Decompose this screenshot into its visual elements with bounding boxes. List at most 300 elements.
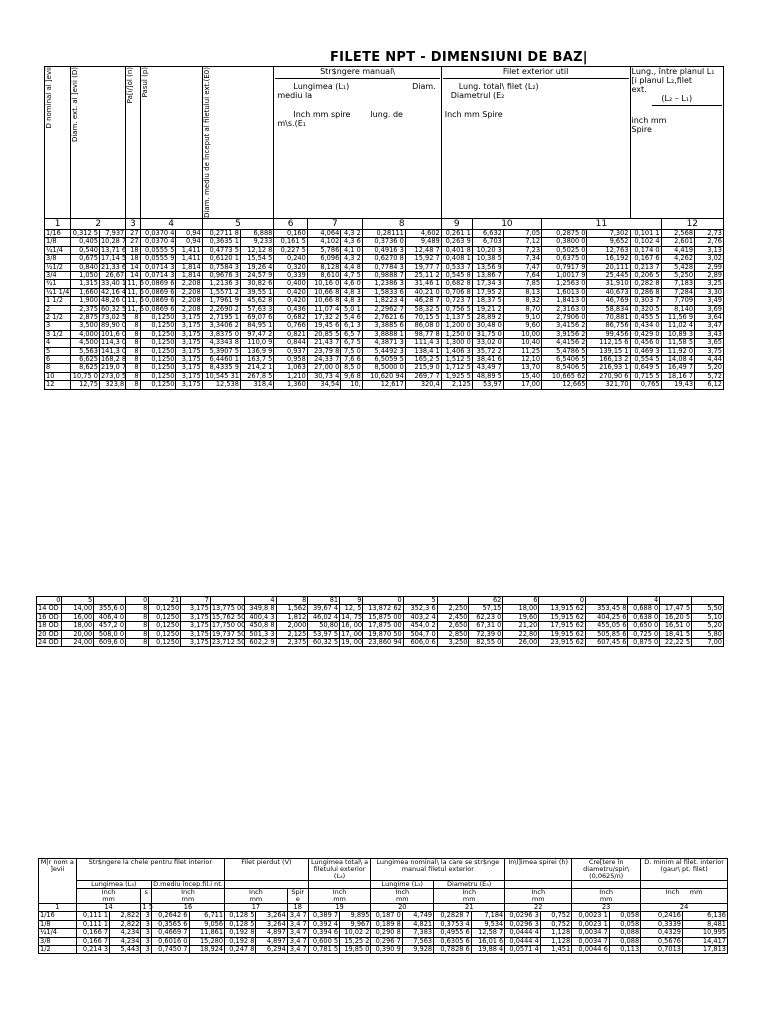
header-text: D nominal al ]evii bbox=[45, 67, 53, 129]
table-cell: 0,5676 bbox=[641, 937, 683, 945]
table-cell: 1,406 3 bbox=[441, 347, 472, 355]
table-cell: 0,436 bbox=[274, 305, 307, 313]
table-cell: 0,7584 3 bbox=[202, 263, 240, 271]
unit-inch-mm bbox=[434, 889, 505, 904]
table-cell: 139,15 1 bbox=[587, 347, 630, 355]
table-cell: 19,26 4 bbox=[240, 263, 273, 271]
table-cell: 26,67 bbox=[99, 271, 125, 279]
table-cell: 0,0296 3 bbox=[505, 920, 541, 928]
table-cell: 0,128 5 bbox=[225, 912, 256, 920]
table-cell: 1,2136 3 bbox=[202, 280, 240, 288]
table-cell: 11,07 4 bbox=[307, 305, 340, 313]
table-cell: 0,688 0 bbox=[628, 605, 660, 613]
table-cell: 3 bbox=[45, 322, 71, 330]
table-cell: 5,250 bbox=[661, 271, 694, 279]
table-cell: 2,822 bbox=[110, 912, 141, 920]
table-cell: 0,0370 4 bbox=[140, 238, 176, 246]
table-cell: 15,25 2 bbox=[340, 937, 371, 945]
table-cell: 0,4955 6 bbox=[434, 929, 472, 937]
table-cell: 3,175 bbox=[176, 313, 202, 321]
header-text: Inch mm Spire bbox=[444, 110, 503, 119]
column-number-row bbox=[45, 218, 724, 229]
table-cell: 0,1250 bbox=[149, 613, 181, 621]
table-cell: 5,4 6 bbox=[341, 313, 363, 321]
table-cell: 12,58 7 bbox=[471, 929, 504, 937]
table-cell: 3 bbox=[141, 929, 151, 937]
table-cell: 0,0869 6 bbox=[140, 297, 176, 305]
table-cell: 0,1250 bbox=[140, 372, 176, 380]
table-cell: 0,058 bbox=[609, 920, 640, 928]
table-cell: 2,375 bbox=[71, 305, 100, 313]
table-cell: 67,31 0 bbox=[469, 622, 503, 630]
table-cell: 2,208 bbox=[176, 288, 202, 296]
table-cell: 0,1250 bbox=[140, 364, 176, 372]
table-cell: 10,38 5 bbox=[472, 255, 503, 263]
table-cell: 4,897 bbox=[256, 929, 287, 937]
table-row bbox=[45, 297, 724, 305]
table-cell: 3,47 bbox=[695, 322, 724, 330]
table-cell: 0,6305 6 bbox=[434, 937, 472, 945]
table-cell: 8,32 bbox=[503, 297, 541, 305]
table-cell: 1 bbox=[45, 218, 71, 229]
table-cell: 17 bbox=[225, 904, 288, 912]
table-cell: 17,47 5 bbox=[660, 605, 692, 613]
table-cell: 18 bbox=[126, 246, 140, 254]
table-cell: 0,821 bbox=[274, 330, 307, 338]
table-cell: 0,111 1 bbox=[76, 920, 109, 928]
unit-text: mm bbox=[181, 895, 195, 903]
table-cell: 13,70 bbox=[503, 364, 541, 372]
table-cell: 23,712 50 bbox=[211, 638, 246, 647]
table-cell: 6 bbox=[503, 597, 539, 605]
table-cell: 4,44 bbox=[695, 356, 724, 364]
table-cell: 7 bbox=[307, 218, 362, 229]
table-cell: 18,16 7 bbox=[661, 372, 694, 380]
table-cell: 0,706 8 bbox=[441, 288, 472, 296]
header-text: Pa[i/]ol (n) bbox=[126, 67, 135, 104]
table-cell: 4,602 bbox=[405, 229, 441, 237]
table-cell: 8 bbox=[126, 613, 149, 621]
table-cell: 1,315 bbox=[71, 280, 100, 288]
table-cell: 1,360 bbox=[274, 381, 307, 389]
table3-header-row bbox=[39, 859, 728, 881]
table-cell: 14 bbox=[76, 904, 141, 912]
table-cell: 2,125 bbox=[276, 630, 308, 638]
header-nominal bbox=[39, 859, 77, 904]
table-cell: 3,8888 1 bbox=[362, 330, 405, 338]
table-cell: 21 bbox=[434, 904, 505, 912]
table-cell: 8 bbox=[126, 381, 140, 389]
table-cell: 7,12 bbox=[503, 238, 541, 246]
table-cell: 19,915 62 bbox=[539, 630, 586, 638]
header-effective-thread bbox=[441, 67, 630, 219]
table-cell: 5,20 bbox=[695, 364, 724, 372]
table-cell: 72,39 0 bbox=[469, 630, 503, 638]
table-cell: 3/8 bbox=[39, 937, 77, 945]
table-cell: 1,451 bbox=[540, 946, 571, 954]
table-cell: 404,25 6 bbox=[586, 613, 628, 621]
table-cell: 5,20 bbox=[692, 622, 724, 630]
table-cell: 4,897 bbox=[256, 937, 287, 945]
table-row bbox=[45, 255, 724, 263]
table-cell: 0,0444 4 bbox=[505, 937, 541, 945]
table-cell: 7,284 bbox=[661, 288, 694, 296]
table-cell: 2,208 bbox=[176, 280, 202, 288]
header-text: Lungimea (L₃) bbox=[91, 880, 137, 888]
table-cell: ¾1 bbox=[45, 280, 71, 288]
table-cell: 34,54 bbox=[307, 381, 340, 389]
table-cell: 60,32 5 bbox=[308, 639, 340, 647]
table-cell: 8 bbox=[126, 330, 140, 338]
table-cell: 2,99 bbox=[695, 263, 724, 271]
table-cell: 2,2962 7 bbox=[362, 305, 405, 313]
table-cell: 15,280 bbox=[189, 937, 225, 945]
table-cell: 1,063 bbox=[274, 364, 307, 372]
table-cell: 13,915 62 bbox=[539, 605, 586, 613]
table-cell: 607,45 6 bbox=[586, 639, 628, 647]
table-cell: 14, 75 bbox=[341, 612, 363, 621]
table-cell: 31,46 1 bbox=[405, 280, 441, 288]
table-cell: 0,2642 6 bbox=[151, 912, 189, 920]
table-cell: 0,296 7 bbox=[371, 937, 402, 945]
table-cell: 3,175 bbox=[181, 622, 211, 630]
table-cell: 0,282 8 bbox=[630, 280, 661, 288]
table-cell: 8,128 bbox=[307, 263, 340, 271]
table-cell: 53,97 5 bbox=[308, 630, 340, 638]
table-cell: 504,7 0 bbox=[403, 630, 437, 638]
table-cell: 9,534 bbox=[471, 920, 504, 928]
table-cell: 10,75 0 bbox=[72, 371, 98, 380]
header-text: Str$ngere la chele pentru filet interior bbox=[88, 858, 213, 866]
table-cell: 18,41 5 bbox=[660, 630, 692, 638]
table-cell: 8,5406 5 bbox=[542, 364, 587, 372]
table-cell: 45,62 8 bbox=[240, 297, 273, 305]
table-cell: 0,1250 bbox=[149, 605, 181, 613]
table-cell: 0,1250 bbox=[140, 313, 176, 321]
table-cell: 3,64 bbox=[695, 313, 724, 321]
table-cell: 1 bbox=[39, 904, 77, 912]
table-cell: 12,12 8 bbox=[240, 246, 273, 254]
table-cell: 0,240 bbox=[274, 255, 307, 263]
table-cell: 321,70 bbox=[587, 381, 630, 389]
table-cell: 355,6 0 bbox=[94, 605, 126, 613]
table-cell: 0,390 9 bbox=[371, 946, 402, 954]
table-cell: 53,97 bbox=[472, 381, 503, 389]
table-cell: 3,175 bbox=[176, 347, 202, 355]
table-cell: 0,303 7 bbox=[630, 297, 661, 305]
table-cell: 1,411 bbox=[176, 255, 202, 263]
table-cell: 7,23 bbox=[503, 246, 541, 254]
table-cell: 0,4669 7 bbox=[151, 929, 189, 937]
table-cell: 70,881 bbox=[587, 313, 630, 321]
table-cell: 3,175 bbox=[176, 381, 202, 389]
header-text: ext. bbox=[631, 85, 647, 94]
table-cell: 3,75 bbox=[695, 347, 724, 355]
header-text: Diam. bbox=[412, 82, 436, 91]
table-cell: 6,4460 1 bbox=[202, 356, 240, 364]
table-cell: 0,650 0 bbox=[628, 622, 660, 630]
unit-spire bbox=[287, 889, 308, 904]
table-cell: 0,456 0 bbox=[630, 339, 661, 347]
table-cell: 1,300 0 bbox=[441, 339, 472, 347]
table-cell: 5,3907 5 bbox=[202, 347, 240, 355]
table-cell: 6,1 3 bbox=[341, 322, 363, 330]
table-cell: 9,928 bbox=[402, 946, 433, 954]
table-cell: 0,723 7 bbox=[441, 297, 472, 305]
table-cell: 20,111 bbox=[587, 263, 630, 271]
table-cell: 13,56 9 bbox=[472, 263, 503, 271]
table-cell: 5,10 bbox=[692, 613, 724, 621]
table-cell: 0,4773 5 bbox=[202, 246, 240, 254]
header-text: Spire bbox=[631, 125, 652, 134]
table-cell: 17,14 5 bbox=[100, 254, 127, 263]
table-cell: 0,161 5 bbox=[274, 238, 307, 246]
table-cell: 3,30 bbox=[695, 288, 724, 296]
table-cell: 7,05 bbox=[503, 229, 541, 237]
table-row bbox=[39, 946, 728, 954]
table-cell: 25,445 bbox=[587, 271, 630, 279]
table-cell: 21,33 6 bbox=[100, 262, 127, 271]
table-cell: 2,601 bbox=[661, 238, 694, 246]
table-cell: 1,812 bbox=[276, 613, 308, 621]
table-cell: 0,752 bbox=[540, 920, 571, 928]
table-cell: 7,00 bbox=[692, 639, 724, 647]
table-cell: 30,48 0 bbox=[472, 322, 503, 330]
table-cell: 8 bbox=[126, 639, 149, 647]
table-cell: 1,050 bbox=[71, 271, 100, 279]
table-cell: 17,915 62 bbox=[539, 622, 586, 630]
table-cell: 6,888 bbox=[240, 229, 273, 237]
table-cell: 7,6 6 bbox=[341, 356, 363, 364]
table-cell: 23,860 94 bbox=[363, 639, 403, 647]
table-cell: 349,8 8 bbox=[244, 605, 276, 613]
table-cell: 22,22 5 bbox=[660, 639, 692, 647]
table-cell: 3 bbox=[141, 920, 151, 928]
table-cell: 0,469 3 bbox=[630, 347, 661, 355]
table-cell: 3,175 bbox=[176, 356, 202, 364]
table-cell: 11, 5 bbox=[127, 287, 145, 296]
table-cell: 0,320 5 bbox=[630, 305, 661, 313]
table-cell: 2,89 bbox=[695, 271, 724, 279]
table-cell: 323,8 bbox=[99, 381, 125, 389]
table-cell: 3 bbox=[141, 946, 151, 954]
table-cell: 3,250 bbox=[437, 639, 469, 647]
table-cell: 4,500 bbox=[71, 339, 100, 347]
table-cell: 1,5833 6 bbox=[362, 288, 405, 296]
table-cell: 18,00 bbox=[62, 622, 94, 630]
table-cell: 11,25 bbox=[503, 347, 541, 355]
table-cell: 0,5025 0 bbox=[542, 246, 587, 254]
table-cell: 12,665 bbox=[542, 381, 587, 389]
table-cell: 0,958 bbox=[274, 356, 307, 364]
table-cell: 4,064 bbox=[307, 229, 340, 237]
table-cell: 5,563 bbox=[71, 347, 100, 355]
table-cell: 58,834 bbox=[587, 305, 630, 313]
table-cell: 0,2711 8 bbox=[202, 229, 240, 237]
table-cell: 17,813 bbox=[682, 946, 727, 954]
table-cell: 1,925 5 bbox=[441, 372, 472, 380]
header-text: (L₂ – L₁) bbox=[661, 94, 693, 103]
header-thread-height bbox=[505, 859, 572, 881]
table-cell: 0,405 bbox=[71, 238, 100, 246]
table-cell: 0,1250 bbox=[140, 356, 176, 364]
table-cell: 0 bbox=[363, 597, 403, 605]
table-cell: 3,4 7 bbox=[287, 937, 308, 945]
table-cell: 0,213 7 bbox=[630, 263, 661, 271]
header-outer-diameter bbox=[71, 67, 126, 219]
table-cell: 3/8 bbox=[45, 255, 71, 263]
table-cell: 0,088 bbox=[609, 929, 640, 937]
table-cell: 16,01 6 bbox=[471, 937, 504, 945]
table-cell: 6,12 bbox=[695, 381, 724, 389]
table-cell: 9,10 bbox=[503, 313, 541, 321]
table-cell: 14 OD bbox=[37, 605, 62, 613]
table-cell: 40,673 bbox=[587, 288, 630, 296]
table-cell: 46,769 bbox=[587, 297, 630, 305]
table-cell: 3 bbox=[141, 937, 151, 945]
table-cell: 0,875 0 bbox=[628, 639, 660, 647]
table-cell: 23,79 8 bbox=[307, 347, 340, 355]
table-cell: 1,660 bbox=[71, 288, 100, 296]
table-cell: 10,66 8 bbox=[307, 297, 340, 305]
table-cell: 0,6016 0 bbox=[151, 937, 189, 945]
table-cell: 12 bbox=[661, 218, 723, 229]
table-cell: 138,4 1 bbox=[405, 347, 441, 355]
unit-inch-mm bbox=[76, 889, 141, 904]
table-cell: 0,0444 4 bbox=[505, 929, 541, 937]
table-cell: 4,6 0 bbox=[341, 280, 363, 288]
table-cell: 11,02 4 bbox=[661, 322, 694, 330]
table-cell: 12,75 bbox=[71, 381, 100, 389]
table-cell: 40,21 0 bbox=[405, 288, 441, 296]
table-cell: 48,26 0 bbox=[100, 296, 127, 305]
table-cell: 1,250 0 bbox=[441, 330, 472, 338]
table-cell: 10,665 62 bbox=[542, 372, 587, 380]
table-cell: 6,703 bbox=[472, 238, 503, 246]
header-text: Cre[tere în diametru/spir\ (0,0625/n) bbox=[583, 858, 630, 880]
table-cell: 114,3 0 bbox=[100, 338, 127, 347]
table-cell: 25,11 2 bbox=[405, 271, 441, 279]
table-cell: 1,5571 2 bbox=[202, 288, 240, 296]
table-cell: 7,5 0 bbox=[341, 347, 363, 355]
table-cell: 4,8 3 bbox=[341, 297, 363, 305]
table-cell: 0,2416 bbox=[641, 912, 683, 920]
header-text: Filet exterior util bbox=[502, 67, 569, 76]
table-cell: 11,56 9 bbox=[661, 313, 694, 321]
header-pitch bbox=[140, 67, 202, 219]
table-cell: 9,6 8 bbox=[341, 372, 363, 380]
header-text: Pasul (p) bbox=[140, 67, 149, 98]
header-nominal-diameter bbox=[45, 67, 71, 219]
table-cell: 5,4786 5 bbox=[542, 347, 587, 355]
table-cell: 8 bbox=[126, 339, 140, 347]
table-cell: 2,3163 0 bbox=[542, 305, 587, 313]
table-cell: 9,652 bbox=[587, 238, 630, 246]
table-cell: 0,400 bbox=[274, 280, 307, 288]
unit-inch-mm bbox=[225, 889, 288, 904]
unit-inch-mm bbox=[505, 889, 572, 904]
table-cell: 2,208 bbox=[176, 305, 202, 313]
table-cell: 11 bbox=[542, 218, 662, 229]
table-cell: 4,1 0 bbox=[341, 246, 363, 254]
table-cell: 0,7784 3 bbox=[362, 263, 405, 271]
table-cell: 0,6270 8 bbox=[362, 255, 405, 263]
table-cell: 0,3753 4 bbox=[434, 920, 472, 928]
table-cell: 0,192 8 bbox=[225, 937, 256, 945]
table-cell: 13,86 7 bbox=[472, 271, 503, 279]
table-cell: 0,166 7 bbox=[76, 929, 109, 937]
table-cell: 0,540 bbox=[71, 246, 100, 254]
table-cell: 0,1250 bbox=[140, 330, 176, 338]
table-cell: 11, 5 bbox=[127, 304, 145, 313]
table-cell: 98,77 8 bbox=[405, 330, 441, 338]
table-cell: 0 bbox=[126, 597, 149, 605]
table-cell: 3,264 bbox=[256, 912, 287, 920]
header-text: m\s.(E₁ bbox=[277, 119, 306, 128]
table-cell: 6,632 bbox=[472, 229, 503, 237]
unit-inch-mm bbox=[151, 889, 224, 904]
table-cell: 0,214 3 bbox=[76, 946, 109, 954]
table-cell: 22,80 bbox=[503, 630, 539, 638]
table-cell: 10,89 3 bbox=[661, 330, 694, 338]
table-cell: 0,455 5 bbox=[630, 313, 661, 321]
unit-inch-mm bbox=[371, 889, 434, 904]
table-cell: 16,00 bbox=[62, 613, 94, 621]
table-cell: 27 bbox=[126, 229, 140, 237]
header-text: D.mediu încep.fil.i nt. bbox=[153, 880, 223, 888]
table3-subheader-row bbox=[39, 881, 728, 889]
table-cell: 3 bbox=[141, 912, 151, 920]
table-cell: 89,90 0 bbox=[100, 321, 127, 330]
table-cell: 0,261 1 bbox=[441, 229, 472, 237]
table-cell: 0,765 bbox=[630, 381, 661, 389]
header-text: Str$ngere manual\ bbox=[320, 67, 395, 76]
table-cell: 0,0296 3 bbox=[505, 912, 541, 920]
table-cell: 10,620 94 bbox=[362, 372, 405, 380]
table-cell: 216,93 1 bbox=[587, 364, 630, 372]
table-cell: 1,562 bbox=[276, 605, 308, 613]
table-cell: 3,49 bbox=[695, 297, 724, 305]
table-cell: 0,389 7 bbox=[308, 912, 339, 920]
table-cell: 0,111 1 bbox=[76, 912, 109, 920]
table-cell: 16, 00 bbox=[341, 621, 363, 630]
table-cell: 270,90 6 bbox=[587, 372, 630, 380]
table-cell: 7,383 bbox=[402, 929, 433, 937]
table-cell: 70,15 5 bbox=[405, 313, 441, 321]
table-cell: 19,737 50 bbox=[211, 629, 246, 638]
header-text: M|r nom a ]evii bbox=[40, 858, 74, 873]
table-cell: 0,189 8 bbox=[371, 920, 402, 928]
table-cell: 0,682 bbox=[274, 313, 307, 321]
table-cell: 12,48 7 bbox=[405, 246, 441, 254]
header-text: Diametrul (E₂ bbox=[450, 91, 505, 100]
table-cell: 62 bbox=[469, 597, 503, 605]
table-cell: 0,088 bbox=[609, 937, 640, 945]
table-cell: 609,6 0 bbox=[94, 639, 126, 647]
table-cell: 5 bbox=[62, 597, 94, 605]
unit-text: Inch bbox=[249, 888, 263, 896]
table-cell: 0,167 6 bbox=[630, 255, 661, 263]
table-row bbox=[37, 622, 724, 630]
table-cell: 4,8 3 bbox=[341, 288, 363, 296]
table-cell: 12,763 bbox=[587, 246, 630, 254]
table-cell: 4,3871 3 bbox=[362, 339, 405, 347]
table-row bbox=[45, 381, 724, 389]
table-cell: 1,712 5 bbox=[441, 364, 472, 372]
table-cell: 112,15 6 bbox=[587, 339, 630, 347]
header-hand-tight bbox=[274, 67, 441, 219]
table-cell: 81 bbox=[308, 597, 340, 605]
